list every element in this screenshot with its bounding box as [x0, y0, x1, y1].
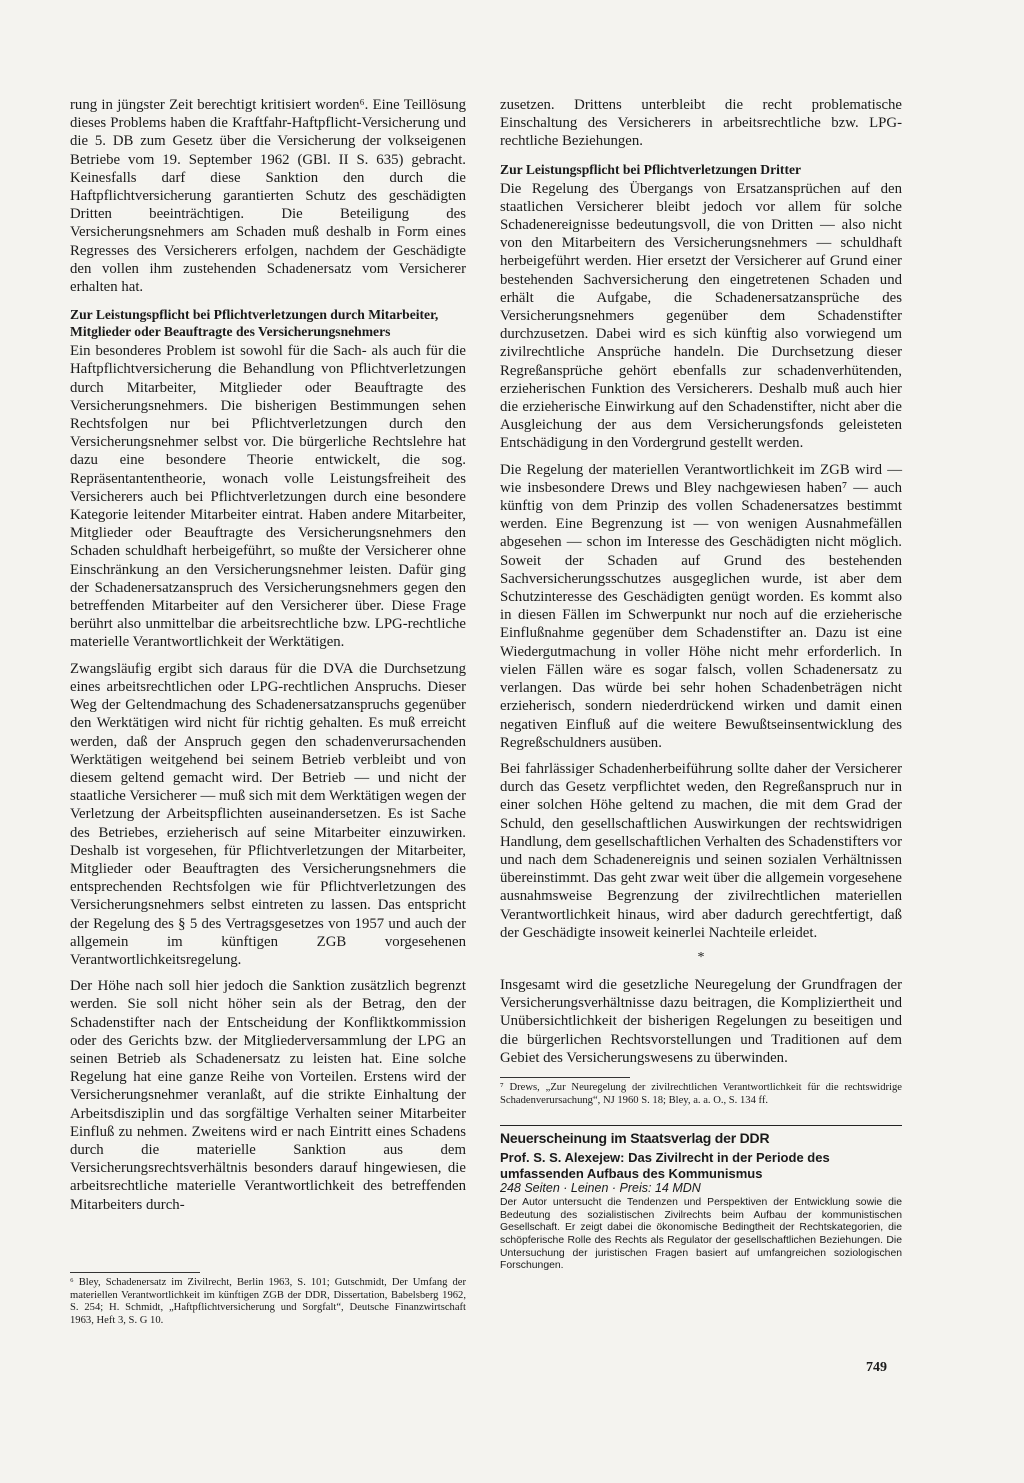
footnote-6: ⁶ Bley, Schadenersatz im Zivilrecht, Berlin 1963, S. 101; Gutschmidt, Der Umfang der materiellen Verantwortlichkeit im künftigen ZGB der DDR, Dissertation, Babelsberg 1962, S. 254; H. Schmidt, „Haftpflichtversicherung und Sorgfalt“, Deutsche Finanzwirtschaft 1963, Heft 3, S. G 10. [70, 1277, 466, 1326]
footnote-7: ⁷ Drews, „Zur Neuregelung der zivilrechtlichen Verantwortlichkeit für die rechtswidrige Schadenverursachung“, NJ 1960 S. 18; Bley, a. a. O., S. 134 ff. [500, 1081, 902, 1106]
left-column [70, 96, 466, 1222]
book-description: Der Autor untersucht die Tendenzen und Perspektiven der Entwicklung sowie die Bedeutung des sozialistischen Zivilrechts beim Aufbau der kommunistischen Gesellschaft. Er zeigt dabei die ökonomische Bedingtheit der Rechtskategorien, die schöpferische Rolle des Rechts als Regulator der gesellschaftlichen Beziehungen. Die Untersuchung der juristischen Fragen basiert auf umfangreichen soziologischen Forschungen. [500, 1197, 902, 1272]
paragraph: Bei fahrlässiger Schadenherbeiführung sollte daher der Versicherer durch das Gesetz verpflichtet weden, den Regreßanspruch nur in einer solchen Höhe geltend zu machen, die mit dem Grad der Schuld, den gesellschaftlichen Auswirkungen der rechtswidrigen Handlung, dem gesellschaftlichen Verhalten des Schadenstifters vor und nach dem Schadenereignis und seinen sozialen Verhältnissen übereinstimmt. Das geht zwar weit über die allgemein vorgesehene ausnahmsweise Begrenzung der zivilrechtlichen materiellen Verantwortlichkeit hinaus, wird aber dadurch gerechtfertigt, daß der Geschädigte insoweit keinerlei Nachteile erleidet. [500, 760, 903, 941]
footnote-block-left [70, 1262, 466, 1327]
book-advertisement [500, 1125, 902, 1273]
ad-rule [500, 1125, 902, 1126]
section-heading: Zur Leistungspflicht bei Pflichtverletzungen Dritter [500, 161, 802, 177]
footnote-rule [500, 1077, 630, 1078]
paragraph: rung in jüngster Zeit berechtigt kritisiert worden⁶. Eine Teillösung dieses Problems haben die Kraftfahr-Haftpflicht-Versicherung und die 5. DB zum Gesetz über die Versicherung der volkseigenen Betriebe vom 19. September 1962 (GBl. II S. 635) gebracht. Keinesfalls darf diese Sanktion den durch die Haftpflichtversicherung garantierten Schutz des geschädigten Dritten beeinträchtigen. Die Beteiligung des Versicherungsnehmers am Schaden muß deshalb in Form eines Regresses des Versicherers erfolgen, nachdem der Geschädigte den vollen ihm zustehenden Schadenersatz vom Versicherer erhalten hat. [70, 97, 466, 296]
paragraph: Zwangsläufig ergibt sich daraus für die DVA die Durchsetzung eines arbeitsrechtlichen oder LPG-rechtlichen Anspruchs. Dieser Weg der Geltendmachung des Schadenersatzanspruchs gegenüber den Werktätigen wird nicht für richtig gehalten. Es muß erreicht werden, daß der Anspruch gegen den schadenverursachenden Werktätigen weitgehend bei seinem Betrieb verbleibt und von diesem geltend gemacht wird. Der Betrieb — und nicht der staatliche Versicherer — muß sich mit dem Werktätigen wegen der Verletzung der Arbeitspflichten auseinandersetzen. Es ist Sache des Betriebes, erzieherisch auf seine Mitarbeiter einzuwirken. Deshalb ist vorgesehen, für Pflichtverletzungen der Mitarbeiter, Mitglieder oder Beauftragten des Versicherungsnehmers die entsprechenden Rechtsfolgen wie für Pflichtverletzungen des Versicherungsnehmers selbst eintreten zu lassen. Das entspricht der Regelung des § 5 des Vertragsgesetzes von 1957 und auch der allgemein im künftigen ZGB vorgesehenen Verantwortlichkeitsregelung. [70, 660, 466, 968]
page-number: 749 [866, 1360, 887, 1375]
paragraph: zusetzen. Drittens unterbleibt die recht problematische Einschaltung des Versicherers in arbeitsrechtliche bzw. LPG-rechtliche Beziehungen. [500, 97, 902, 150]
section-heading: Zur Leistungspflicht bei Pflichtverletzungen durch Mitarbeiter, Mitglieder oder Beauftragte des Versicherungsnehmers [70, 307, 439, 340]
ad-header: Neuerscheinung im Staatsverlag der DDR [500, 1130, 770, 1147]
paragraph: Ein besonderes Problem ist sowohl für die Sach- als auch für die Haftpflichtversicherung die Behandlung von Pflichtverletzungen durch Mitarbeiter, Mitglieder oder Beauftragte des Versicherungsnehmers. Die bisherigen Bestimmungen sehen Rechtsfolgen nur bei Pflichtverletzungen durch den Versicherungsnehmer selbst vor. Die bürgerliche Rechtslehre hat dazu eine besondere Theorie entwickelt, die sog. Repräsentantentheorie, wonach volle Leistungsfreiheit des Versicherers auch bei Pflichtverletzungen durch eine besondere Kategorie leitender Mitarbeiter eintrat. Haben andere Mitarbeiter, Mitglieder oder Beauftragte des Versicherungsnehmers den Schaden schuldhaft herbeigeführt, so mußte der Versicherer ohne Einschränkung an den Versicherungsnehmer leisten. Dafür ging der Schadenersatzanspruch des Versicherungsnehmers gegen den betreffenden Mitarbeiter auf den Versicherer über. Diese Frage berührt also unmittelbar die arbeitsrechtliche bzw. LPG-rechtliche materielle Verantwortlichkeit der Werktätigen. [70, 343, 466, 651]
book-title: Prof. S. S. Alexejew: Das Zivilrecht in der Periode des umfassenden Aufbaus des Kommunismus [500, 1150, 830, 1181]
book-meta: 248 Seiten · Leinen · Preis: 14 MDN [500, 1181, 701, 1196]
right-column [500, 96, 902, 1273]
paragraph: Die Regelung des Übergangs von Ersatzansprüchen auf den staatlichen Versicherer bleibt jedoch vor allem für solche Schadenereignisse bedeutungsvoll, die von Dritten — also nicht von den Mitarbeitern des Versicherungsnehmers — schuldhaft herbeigeführt werden. Hier ersetzt der Versicherer auf Grund einer bestehenden Sachversicherung den eingetretenen Schaden und erhält die Aufgabe, die Schadenersatzansprüche des Versicherungsnehmers gegenüber dem Schadenstifter durchzusetzen. Dabei wird es sich künftig also vorwiegend um zivilrechtliche Ansprüche handeln. Die Durchsetzung dieser Regreßansprüche gehört ebenfalls zur schadenverhütenden, erzieherischen Funktion des Versicherers. Deshalb muß auch hier die erzieherische Einwirkung auf den Schadenstifter, nicht aber die Ausgleichung der aus dem Versicherungsfonds geleisteten Entschädigung in den Vordergrund gestellt werden. [500, 180, 902, 452]
paragraph: Der Höhe nach soll hier jedoch die Sanktion zusätzlich begrenzt werden. Sie soll nicht höher sein als der Betrag, den der Schadenstifter nach der Entscheidung der Konfliktkommission oder des Gerichts bzw. der Mitgliederversammlung der LPG an seinen Betrieb als Schadenersatz zu leisten hat. Eine solche Regelung hat eine ganze Reihe von Vorteilen. Erstens wird der Versicherungsnehmer veranlaßt, auf die strikte Einhaltung der Arbeitsdisziplin und das sorgfältige Verhalten seiner Mitarbeiter Einfluß zu nehmen. Zweitens wird er nach Eintritt eines Schadens durch die materielle Sanktion aus dem Versicherungsrechtsverhältnis besonders darauf hingewiesen, die arbeitsrechtliche materielle Verantwortlichkeit des betreffenden Mitarbeiters durch- [70, 978, 466, 1213]
paragraph: Die Regelung der materiellen Verantwortlichkeit im ZGB wird — wie insbesondere Drews und Bley nachgewiesen haben⁷ — auch künftig von dem Prinzip des vollen Schadenersatzes bestimmt werden. Eine Begrenzung ist — von wenigen Ausnahmefällen abgesehen — schon im Interesse des Geschädigten nicht möglich. Soweit der Schaden auf Grund des bestehenden Sachversicherungsschutzes ausgeglichen wurde, ist aber dem Schutzinteresse des Geschädigten genügt worden. Es kommt also in diesen Fällen im Schwerpunkt nur noch auf die erzieherische Einflußnahme gegenüber dem Schadenstifter an. Dazu ist eine Wiedergutmachung in voller Höhe nicht mehr erforderlich. In vielen Fällen wäre es sogar falsch, vollen Schadenersatz zu verlangen. Das würde bei sehr hohen Schadenbeträgen nicht erzieherisch, sondern niederdrückend wirken und damit einen negativen Einfluß auf die weitere Bewußtseinsentwicklung des Regreßschuldners ausüben. [500, 461, 902, 751]
section-divider-star: * [697, 949, 705, 965]
paragraph: Insgesamt wird die gesetzliche Neuregelung der Grundfragen der Versicherungsverhältnisse dazu beitragen, die Kompliziertheit und Unübersichtlichkeit der bisherigen Regelungen zu beseitigen und die bürgerlichen Rechtsvorstellungen und Traditionen auf dem Gebiet des Versicherungswesens zu überwinden. [500, 976, 902, 1066]
footnote-rule [70, 1272, 200, 1273]
